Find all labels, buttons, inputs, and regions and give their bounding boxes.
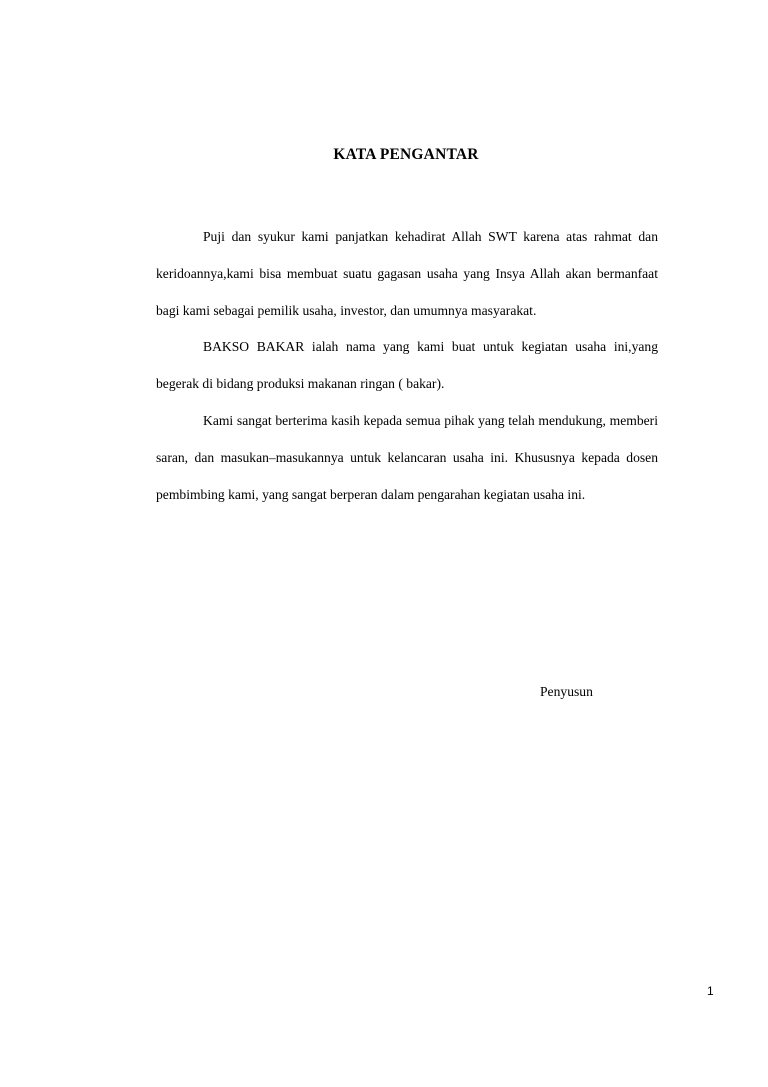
signature: Penyusun	[540, 684, 593, 699]
page-number: 1	[707, 984, 714, 998]
page-title: KATA PENGANTAR	[333, 146, 479, 163]
paragraph-intro: Puji dan syukur kami panjatkan kehadirat Allah SWT karena atas rahmat dan keridoannya,kami bisa membuat suatu gagasan usaha yang Insya Allah akan bermanfaat bagi kami sebagai pemilik usaha, investor, dan umumnya masyarakat.	[156, 229, 658, 318]
body-text	[156, 219, 658, 513]
paragraph-business-name: BAKSO BAKAR ialah nama yang kami buat untuk kegiatan usaha ini,yang begerak di bidang produksi makanan ringan ( bakar).	[156, 339, 658, 392]
paragraph-thanks: Kami sangat berterima kasih kepada semua pihak yang telah mendukung, memberi saran, dan masukan–masukannya untuk kelancaran usaha ini. Khususnya kepada dosen pembimbing kami, yang sangat berperan dalam pengarahan kegiatan usaha ini.	[156, 412, 658, 502]
